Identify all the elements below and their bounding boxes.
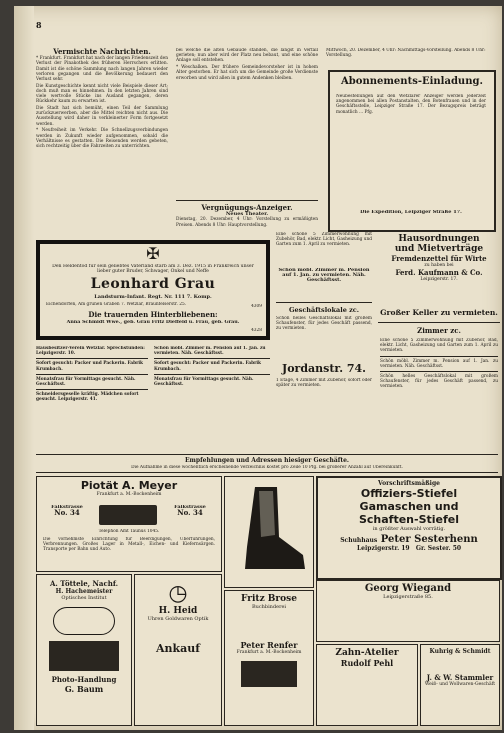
wiegand-address: Leipzigerstraße 85. xyxy=(383,594,433,600)
renfer-name: Peter Renfer xyxy=(240,640,298,650)
optical-institute: Optisches Institut xyxy=(61,595,107,601)
stammler-trade: Weiß- und Wollwaren-Geschäft xyxy=(424,682,496,687)
meyer-street-right: Falkstrasse No. 34 xyxy=(174,505,206,518)
hachemeister-name: H. Hachemeister xyxy=(55,588,113,595)
boots-ad xyxy=(316,476,502,580)
room-ads-list xyxy=(380,338,498,446)
meyer-title: Piotät A. Meyer xyxy=(80,479,178,492)
baum-name: G. Baum xyxy=(64,684,104,694)
watchmaker-ad xyxy=(134,574,222,726)
column-news-continued xyxy=(176,48,318,198)
room-ad: Eine schöne 5 Zimmerwohnung mit Zubehör, Bad, elektr. Licht, Gasheizung und Garten zum 1. April zu vermieten. xyxy=(276,232,372,248)
news-paragraph: Die Stadt hat sich bemüht, einen Teil der Sammlung zurückzuerwerben, aber die Mittel reichten nicht aus. Die Ausstellung wird daher in verkleinerter Form fortgesetzt werden. xyxy=(36,106,168,127)
optician-ad xyxy=(36,574,132,726)
column-miscellaneous-news xyxy=(36,48,168,238)
shoe-store-address: Leipzigerstr. 19 Gr. Sester. 50 xyxy=(356,545,462,552)
news-paragraph: * Neufreiheit im Verkehr. Die Schnellzugsverbindungen werden in Zukunft wieder aufgenommen, sobald die Verhältnisse es gestatten. Die Reisenden werden gebeten, sich rechtzeitig über die Fahrzeiten zu unterrichten. xyxy=(36,128,168,149)
boots-ad-intro: Vorschriftsmäßige xyxy=(378,480,440,487)
house-rules-title: Hausordnungen xyxy=(398,234,480,244)
section-title-business-premises: Geschäftslokale zc. xyxy=(289,306,359,314)
pocket-watch-icon: ◷ xyxy=(168,581,188,606)
small-ad: Sofort gesucht: Packer und Packerin. Fabrik Krumbach. xyxy=(36,361,143,372)
divider xyxy=(378,322,500,323)
house-rules-ad xyxy=(378,234,500,306)
jordan-street-ad-text: 1 Etage, 4 Zimmer mit Zubehör, sofort oder später zu vermieten. xyxy=(276,378,372,389)
divider xyxy=(36,454,498,455)
small-ad: Schneidersgeselle kräftig. Mädchen sofort gesucht. Leipzigerstr. 41. xyxy=(36,392,139,403)
fallen-soldier-name: Leonhard Grau xyxy=(90,276,216,292)
subscription-invitation-box xyxy=(328,70,496,232)
news-paragraph: * Frankfurt. Frankfurt hat nach der langen Friedenszeit den Verlust der Pinakothek des früheren Herrschers erlitten. Damit ist die schöne Sammlung nach langen Jahren wieder verloren gegangen und die Bevölkerung bedauert den Verlust sehr. xyxy=(36,56,168,83)
news-paragraph: bei welche die alten Gebäude standen, die längst ih Verfall gerieten; nun aber wird der Platz neu bebaut, und eine schöne Anlage soll entstehen. xyxy=(176,48,318,64)
camera-icon xyxy=(49,641,119,671)
wiegand-name: Georg Wiegand xyxy=(364,583,452,594)
shaft-boots: Schaften-Stiefel xyxy=(358,513,460,526)
meyer-text: Die vornehmste Einrichtung für Beerdigungen, Überführungen, Verbrennungen. Großes Lager in Metall-, Eichen- und Kiefernsärgen. Transporte per Bahn und Auto. xyxy=(43,537,215,553)
small-ad: Hausbesitzer-Verein Wetzlar. Sprechstunden: Leipzigerstr. 10. xyxy=(36,346,145,357)
wiegand-ad xyxy=(316,580,500,642)
page-fold-shadow xyxy=(14,6,34,730)
obituary-place: Eichendorfen, Am grünen Graben 7. Wetzlar, Braunfelserstr. 25. xyxy=(46,302,187,307)
rental-contracts-title: und Mietverträge xyxy=(394,244,484,254)
boots-selection: in größter Auswahl vorrätig. xyxy=(372,526,446,532)
dentist-ad xyxy=(316,644,418,726)
entertainment-section xyxy=(176,204,318,228)
divider xyxy=(176,200,318,201)
photo-shop: Photo-Handlung xyxy=(51,675,117,684)
officer-boots: Offiziers-Stiefel xyxy=(360,487,458,500)
heid-goods: Uhren Goldwaren Optik xyxy=(147,616,209,622)
renfer-location: Frankfurt a. M.-Bockenheim xyxy=(236,650,302,655)
heid-name: H. Heid xyxy=(158,606,198,616)
section-title-rooms: Zimmer zc. xyxy=(417,326,461,335)
column-top-right xyxy=(326,48,496,58)
glasses-icon xyxy=(53,607,115,635)
jordan-street-ad-title: Jordanstr. 74. xyxy=(281,362,366,375)
pehl-name: Rudolf Pehl xyxy=(340,658,394,668)
subscription-sign: Die Expedition, Leipziger Straße 17. xyxy=(360,210,462,215)
news-paragraph: * Weschalken. Der frühere Gemeindevorsteher ist in hohem Alter gestorben. Er hat sich um die Gemeinde große Verdienste erworben und wird allen in gutem Andenken bleiben. xyxy=(176,65,318,81)
room-ad: Schön helles Geschäftslokal mit großem Schaufenster, für jedes Geschäft passend, zu vermieten. xyxy=(380,374,498,390)
stammler-name: J. & W. Stammler xyxy=(426,673,494,682)
meyer-funeral-ad xyxy=(36,476,222,572)
theater-title: Neues Theater. xyxy=(225,211,269,218)
available-at: zu haben bei xyxy=(424,263,454,268)
shoe-store-name: Schuhhaus Peter Sesterhenn xyxy=(340,534,478,545)
section-title-miscellaneous: Vermischte Nachrichten. xyxy=(53,48,151,56)
small-ad: Monatsfrau für Vormittags gesucht. Näh. Geschäftsst. xyxy=(154,376,254,388)
small-ad: Monatsfrau für Vormittags gesucht. Näh. Geschäftsst. xyxy=(36,376,136,388)
bookbinder-ad xyxy=(224,590,314,726)
stammler-ad xyxy=(420,644,500,726)
top-right-text: Mittwoch, 20. Dezember, 4 Uhr: Nachmittags-Vorstellung. Abends 8 Uhr: Vorstellung. xyxy=(326,48,486,59)
recommendations-title: Empfehlungen und Adressen hiesiger Geschäfte. xyxy=(184,457,350,464)
coffin-icon xyxy=(241,661,297,687)
newspaper-page xyxy=(14,6,502,730)
ad-number: 4309 xyxy=(251,304,262,309)
mourners-list: Anna Schmidt Wwe., geb. Grau Fritz Dieffeld u. Frau, geb. Grau. xyxy=(66,320,240,325)
meyer-phone: Telephon Amt Taunus 1045. xyxy=(98,529,160,534)
meyer-street-left: Falkstrasse No. 34 xyxy=(51,505,83,518)
obituary-notice xyxy=(40,244,266,336)
room-ad-furnished: Schön möbl. Zimmer m. Pension auf 1. Jan. zu vermieten. Näh. Geschäftsst. xyxy=(278,268,370,284)
soldier-rank: Landsturm-Infant. Regt. Nr. 111 7. Komp. xyxy=(94,294,212,300)
gaiters: Gamaschen und xyxy=(359,500,459,513)
shoe-ad xyxy=(224,476,314,588)
room-ad: Eine schöne 5 Zimmerwohnung mit Zubehör, Bad, elektr. Licht, Gasheizung und Garten zum 1. April zu vermieten. xyxy=(380,338,498,354)
small-ad: Schön möbl. Zimmer m. Pension auf 1. Jan. zu vermieten. Näh. Geschäftsst. xyxy=(154,346,266,357)
section-title-entertainment: Vergnügungs-Anzeiger. xyxy=(201,204,293,212)
room-ad: Schön möbl. Zimmer m. Pension auf 1. Jan. zu vermieten. Näh. Geschäftsst. xyxy=(380,358,498,369)
news-paragraph: Die Kunstgeschichte kennt nicht viele Beispiele dieser Art; doch muß man es hinnehmen. In den letzten Jahren sind viele wertvolle Stücke ins Ausland gegangen, deren Rückkehr kaum zu erwarten ist. xyxy=(36,83,168,105)
small-ads-middle xyxy=(154,346,270,446)
meyer-subtitle: Frankfurt a. M.-Bockenheim xyxy=(96,492,162,497)
divider xyxy=(36,472,498,473)
divider xyxy=(276,302,372,303)
boot-icon xyxy=(225,477,313,587)
guest-forms-subtitle: Fremdenzettel für Wirte xyxy=(391,254,487,263)
obituary-intro: Den Heldentod für sein geliebtes Vaterland starb am 3. Dez. 1915 in Frankreich unser lieber guter Bruder, Schwager, Onkel und Neffe xyxy=(52,264,254,275)
kuhrig-name: Kuhrig & Schmidt xyxy=(429,648,491,655)
small-ad: Sofort gesucht: Packer und Packerin. Fabrik Krumbach. xyxy=(154,361,261,372)
ad-number: 4328 xyxy=(251,328,262,333)
room-ad-shop: Schön helles Geschäftslokal mit großem Schaufenster, für jedes Geschäft passend, zu vermieten. xyxy=(276,316,372,332)
dental-atelier: Zahn-Atelier xyxy=(335,648,399,658)
subscription-text: Neubestellungen auf den Wetzlarer Anzeiger werden jederzeit angenommen bei allen Postanstalten, den Botenfrauen und in der Geschäftsstelle, Leipziger Straße 17. Der Bezugspreis beträgt monatlich ... Pfg. xyxy=(336,94,486,115)
theater-text: Dienstag, 20. Dezember, 4 Uhr: Vorstellung zu ermäßigten Preisen. Abends 8 Uhr: Hauptvorstellung. xyxy=(176,217,318,228)
mourners-title: Die trauernden Hinterbliebenen: xyxy=(88,310,218,319)
brose-trade: Buchbinderei xyxy=(251,604,287,610)
small-ads-left xyxy=(36,346,148,446)
company-address: Leipzigerstr. 17. xyxy=(420,277,458,282)
purchase-title: Ankauf xyxy=(155,642,200,655)
coffin-icon xyxy=(99,505,157,525)
large-cellar-ad: Großer Keller zu vermieten. xyxy=(380,308,498,317)
toettele-name: A. Töttele, Nachf. xyxy=(49,579,119,588)
recommendations-subtitle: Die Aufnahme in diese wöchentlich erscheinende Verzeichnis kostet pro Zeile 10 Pfg. bei größerer Anzahl auf Übereinkunft. xyxy=(131,465,403,470)
iron-cross-icon: ✠ xyxy=(146,244,160,263)
company-name: Ferd. Kaufmann & Co. xyxy=(395,268,483,277)
brose-name: Fritz Brose xyxy=(241,594,297,604)
page-number: 8 xyxy=(36,20,42,30)
subscription-title: Abonnements-Einladung. xyxy=(341,76,483,87)
